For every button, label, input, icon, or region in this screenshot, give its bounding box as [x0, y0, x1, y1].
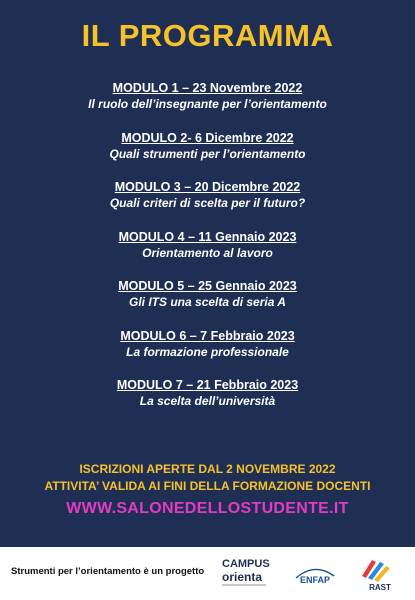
module-topic: Orientamento al lavoro: [142, 245, 273, 260]
module-topic: Il ruolo dell’insegnante per l’orientamento: [88, 97, 327, 111]
registration-info: [0, 461, 415, 518]
module-topic: La formazione professionale: [126, 344, 289, 359]
registration-note: ISCRIZIONI APERTE DAL 2 NOVEMBRE 2022: [79, 462, 336, 476]
module-item: [0, 328, 415, 378]
rast-logo-text: RAST: [369, 583, 391, 592]
module-heading: MODULO 5 – 25 Gennaio 2023: [118, 279, 297, 293]
module-item: [0, 278, 415, 328]
credit-note: ATTIVITA’ VALIDA AI FINI DELLA FORMAZIONE DOCENTI: [44, 479, 371, 493]
campus-logo-line2: orienta: [222, 570, 263, 584]
module-topic: Gli ITS una scelta di seria A: [129, 295, 286, 309]
module-item: [0, 130, 415, 180]
footer: [0, 547, 415, 600]
module-list: [0, 80, 415, 427]
website-link[interactable]: WWW.SALONEDELLOSTUDENTE.IT: [66, 500, 349, 517]
module-heading: MODULO 7 – 21 Febbraio 2023: [116, 378, 299, 392]
campus-logo-tagline: [222, 584, 266, 586]
campus-orienta-logo: [218, 558, 270, 590]
module-item: [0, 80, 415, 130]
page-title: IL PROGRAMMA: [81, 18, 334, 53]
footer-text: Strumenti per l’orientamento è un progetto: [11, 566, 205, 577]
module-heading: MODULO 3 – 20 Dicembre 2022: [114, 180, 301, 194]
module-item: [0, 229, 415, 279]
module-topic: La scelta dell’università: [139, 394, 276, 408]
module-item: [0, 179, 415, 229]
enfap-logo: [292, 564, 338, 586]
module-topic: Quali criteri di scelta per il futuro?: [109, 196, 306, 210]
campus-logo-line1: CAMPUS: [222, 558, 270, 570]
rast-logo: [356, 556, 400, 592]
module-item: [0, 377, 415, 427]
module-topic: Quali strumenti per l’orientamento: [109, 146, 306, 161]
module-heading: MODULO 2- 6 Dicembre 2022: [121, 130, 294, 145]
module-heading: MODULO 1 – 23 Novembre 2022: [112, 81, 303, 95]
enfap-logo-text: ENFAP: [299, 575, 331, 585]
module-heading: MODULO 6 – 7 Febbraio 2023: [120, 328, 295, 343]
module-heading: MODULO 4 – 11 Gennaio 2023: [118, 229, 297, 244]
